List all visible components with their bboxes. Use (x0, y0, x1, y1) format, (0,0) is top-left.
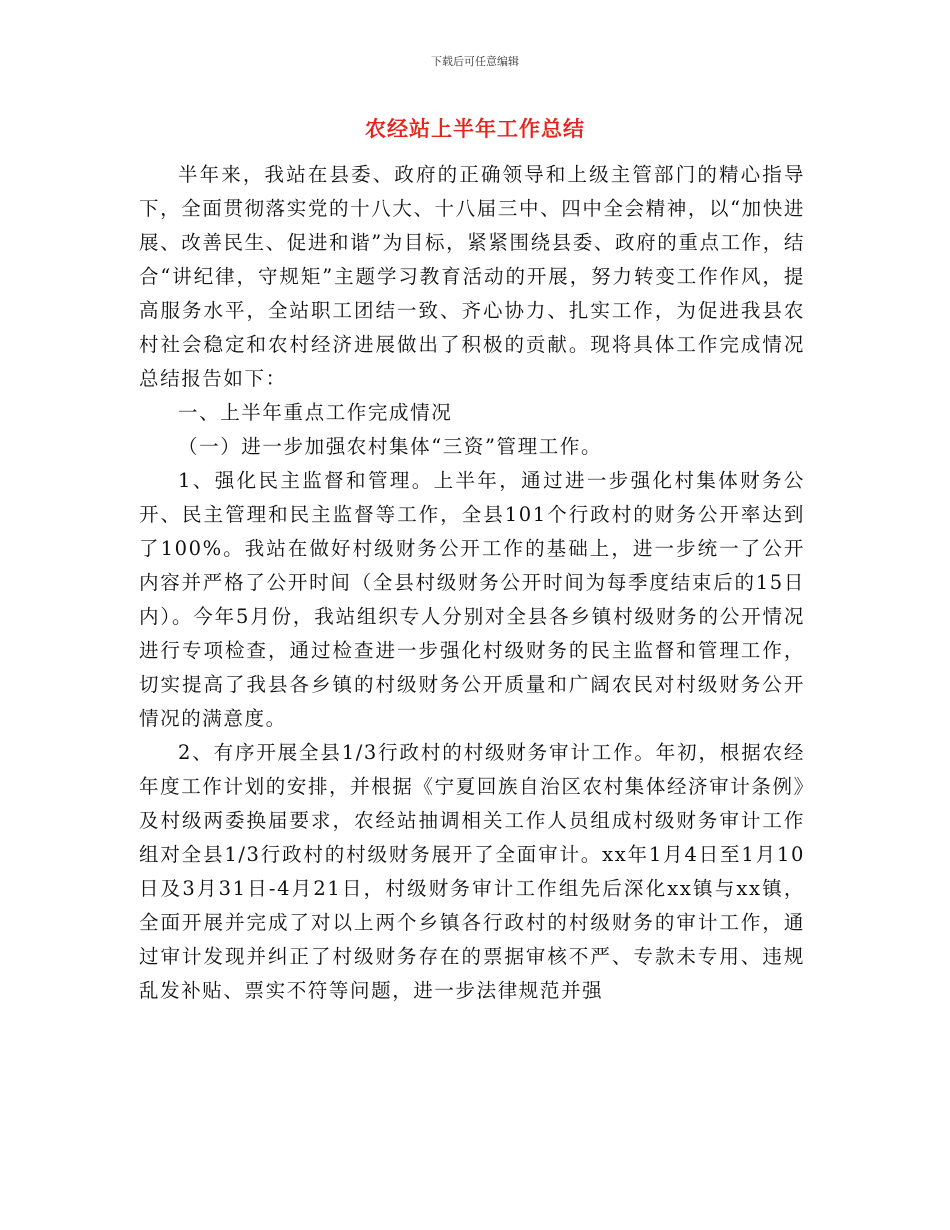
section-heading: 一、上半年重点工作完成情况 (178, 401, 453, 424)
paragraph-intro: 半年来，我站在县委、政府的正确领导和上级主管部门的精心指导下，全面贯彻落实党的十八大、十八届三中、四中全会精神，以“加快进展、改善民生、促进和谐”为目标，紧紧围绕县委、政府的重点工作，结合“讲纪律，守规矩”主题学习教育活动的开展，努力转变工作作风，提高服务水平，全站职工团结一致、齐心协力、扎实工作，为促进我县农村社会稳定和农村经济进展做出了积极的贡献。现将具体工作完成情况总结报告如下： (139, 163, 805, 390)
paragraph-item-2: 2、有序开展全县1/3行政村的村级财务审计工作。年初，根据农经年度工作计划的安排，并根据《宁夏回族自治区农村集体经济审计条例》及村级两委换届要求，农经站抽调相关工作人员组成村级财务审计工作组对全县1/3行政村的村级财务展开了全面审计。xx年1月4日至1月10日及3月31日-4月21日，村级财务审计工作组先后深化xx镇与xx镇，全面开展并完成了对以上两个乡镇各行政村的村级财务的审计工作，通过审计发现并纠正了村级财务存在的票据审核不严、专款未专用、违规乱发补贴、票实不符等问题，进一步法律规范并强 (139, 741, 805, 1002)
subsection-heading: （一）进一步加强农村集体“三资”管理工作。 (178, 435, 603, 458)
document-title: 农经站上半年工作总结 (365, 117, 585, 141)
document-body (139, 158, 805, 1008)
header-note: 下载后可任意编辑 (431, 55, 519, 68)
paragraph-item-1: 1、强化民主监督和管理。上半年，通过进一步强化村集体财务公开、民主管理和民主监督等工作，全县101个行政村的财务公开率达到了100%。我站在做好村级财务公开工作的基础上，进一步统一了公开内容并严格了公开时间（全县村级财务公开时间为每季度结束后的15日内）。今年5月份，我站组织专人分别对全县各乡镇村级财务的公开情况进行专项检查，通过检查进一步强化村级财务的民主监督和管理工作，切实提高了我县各乡镇的村级财务公开质量和广阔农民对村级财务公开情况的满意度。 (139, 469, 805, 730)
